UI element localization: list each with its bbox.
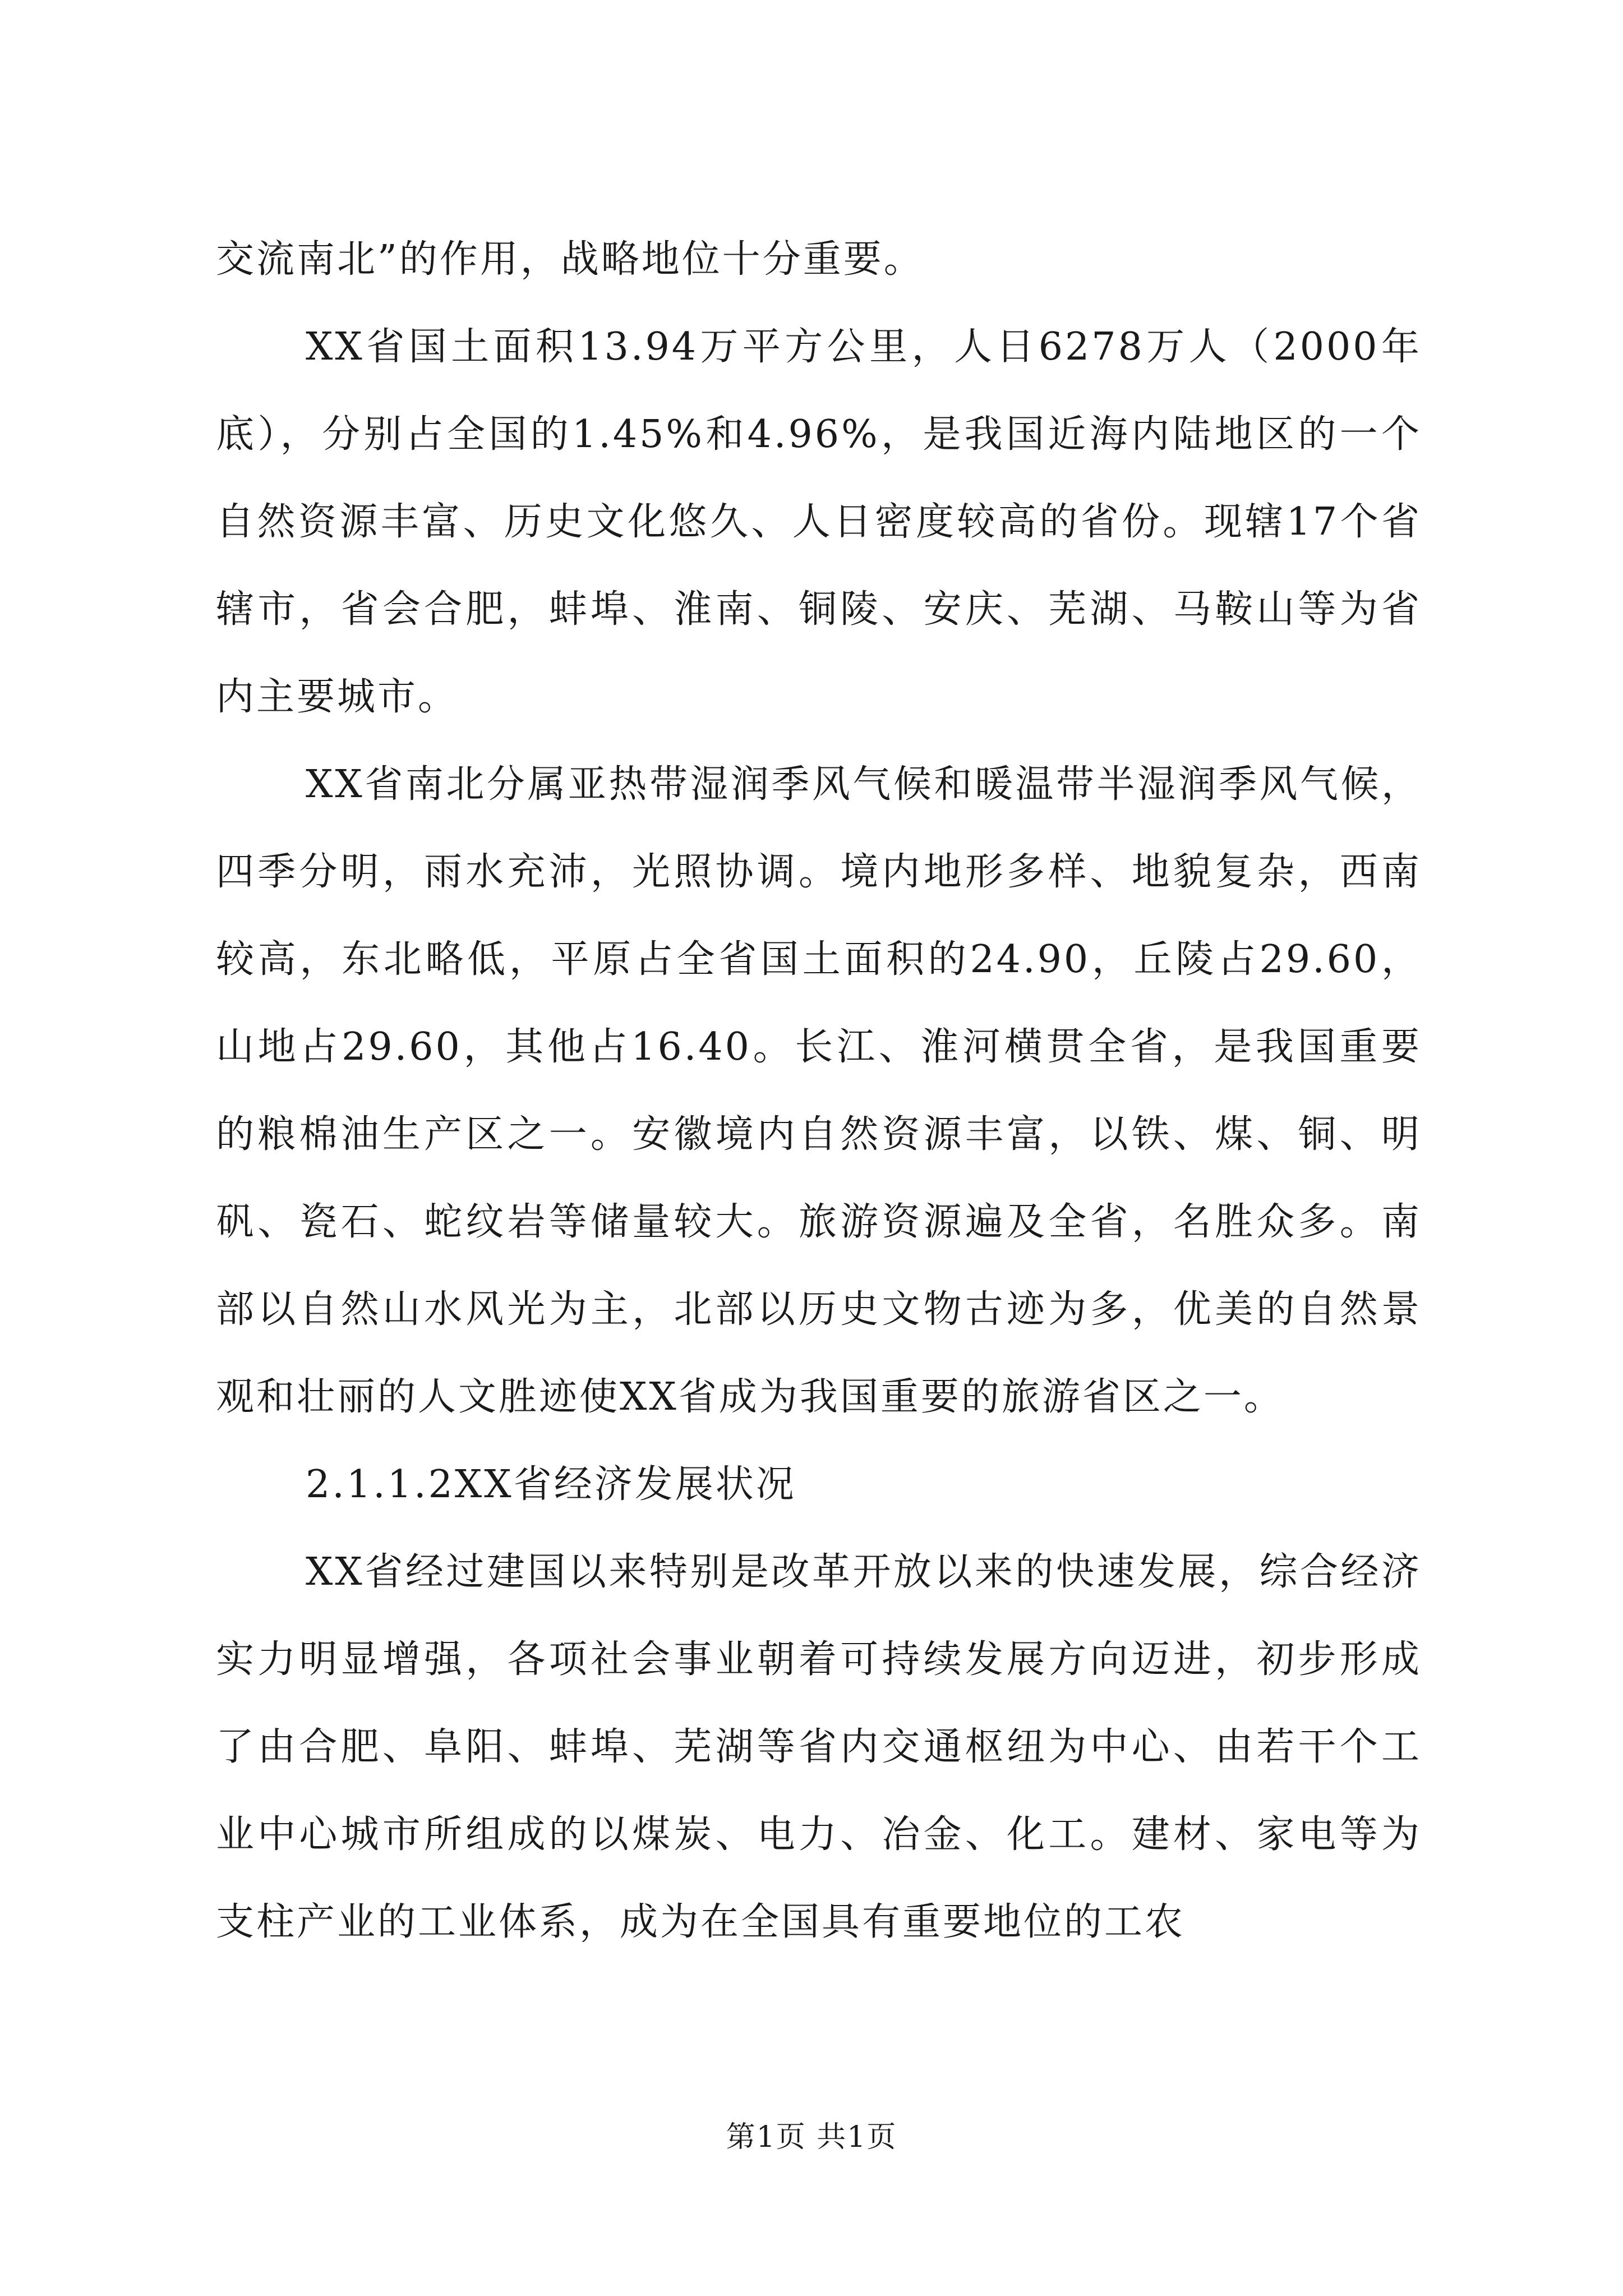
page-footer: 第1页 共1页: [726, 2120, 897, 2154]
paragraph-economy: XX省经过建国以来特别是改革开放以来的快速发展，综合经济实力明显增强，各项社会事业朝着可持续发展方向迈进，初步形成了由合肥、阜阳、蚌埠、芜湖等省内交通枢纽为中心、由若干个工业中心城市所组成的以煤炭、电力、冶金、化工。建材、家电等为支柱产业的工业体系，成为在全国具有重要地位的工农: [216, 1550, 1422, 1944]
paragraph-climate-resources: XX省南北分属亚热带湿润季风气候和暖温带半湿润季风气候，四季分明，雨水充沛，光照协调。境内地形多样、地貌复杂，西南较高，东北略低，平原占全省国土面积的24.90，丘陵占29.60，山地占29.60，其他占16.40。长江、淮河横贯全省，是我国重要的粮棉油生产区之一。安徽境内自然资源丰富，以铁、煤、铜、明矾、瓷石、蛇纹岩等储量较大。旅游资源遍及全省，名胜众多。南部以自然山水风光为主，北部以历史文物古迹为多，优美的自然景观和壮丽的人文胜迹使XX省成为我国重要的旅游省区之一。: [216, 762, 1422, 1419]
paragraph-land-population: XX省国土面积13.94万平方公里，人日6278万人（2000年底），分别占全国的1.45%和4.96%，是我国近海内陆地区的一个自然资源丰富、历史文化悠久、人日密度较高的省份。现辖17个省辖市，省会合肥，蚌埠、淮南、铜陵、安庆、芜湖、马鞍山等为省内主要城市。: [216, 325, 1422, 719]
paragraph-continuation: 交流南北”的作用，战略地位十分重要。: [216, 237, 924, 282]
section-heading: 2.1.1.2XX省经济发展状况: [306, 1462, 796, 1507]
document-body: [216, 216, 1422, 1966]
